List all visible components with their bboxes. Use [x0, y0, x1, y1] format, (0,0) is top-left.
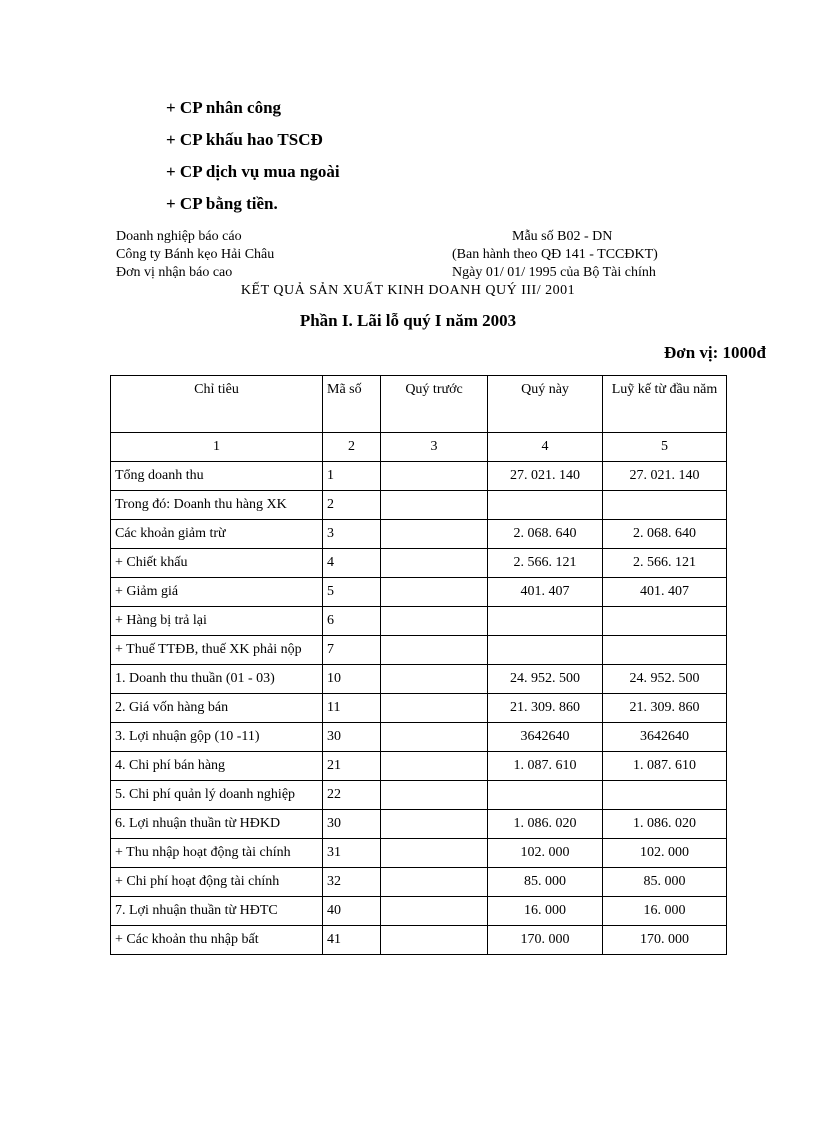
row-code-cell: 31 [323, 839, 381, 868]
unit-label: Đơn vị: 1000đ [664, 343, 766, 362]
row-label-cell: 5. Chi phí quản lý doanh nghiệp [111, 781, 323, 810]
row-label-cell: 4. Chi phí bán hàng [111, 752, 323, 781]
table-row [111, 810, 727, 839]
bullet-item: + CP nhân công [166, 98, 282, 117]
reporting-company-block [116, 228, 274, 282]
row-prev-quarter-cell [381, 549, 488, 578]
index-cell: 5 [603, 433, 727, 462]
row-code-cell: 32 [323, 868, 381, 897]
row-label-cell: + Hàng bị trả lại [111, 607, 323, 636]
row-prev-quarter-cell [381, 491, 488, 520]
row-label-cell: Tổng doanh thu [111, 462, 323, 491]
row-ytd-cell: 16. 000 [603, 897, 727, 926]
row-prev-quarter-cell [381, 868, 488, 897]
col-header-code: Mã số [323, 376, 381, 433]
row-code-cell: 30 [323, 810, 381, 839]
table-row [111, 462, 727, 491]
row-this-quarter-cell: 3642640 [488, 723, 603, 752]
row-label-cell: + Thuế TTĐB, thuế XK phải nộp [111, 636, 323, 665]
table-index-row [111, 433, 727, 462]
table-row [111, 839, 727, 868]
row-this-quarter-cell: 21. 309. 860 [488, 694, 603, 723]
row-prev-quarter-cell [381, 694, 488, 723]
row-this-quarter-cell: 24. 952. 500 [488, 665, 603, 694]
row-prev-quarter-cell [381, 636, 488, 665]
row-label-cell: 1. Doanh thu thuần (01 - 03) [111, 665, 323, 694]
table-row [111, 549, 727, 578]
row-prev-quarter-cell [381, 578, 488, 607]
col-header-indicator: Chỉ tiêu [111, 376, 323, 433]
row-this-quarter-cell [488, 491, 603, 520]
row-ytd-cell: 21. 309. 860 [603, 694, 727, 723]
header-left-line: Đơn vị nhận báo cao [116, 265, 233, 280]
table-header-row [111, 376, 727, 433]
table-row [111, 491, 727, 520]
table-row [111, 578, 727, 607]
row-prev-quarter-cell [381, 462, 488, 491]
row-ytd-cell: 27. 021. 140 [603, 462, 727, 491]
header-left-line: Công ty Bánh kẹo Hải Châu [116, 247, 275, 262]
table-row [111, 926, 727, 955]
col-header-prev-quarter: Quý trước [381, 376, 488, 433]
row-prev-quarter-cell [381, 897, 488, 926]
table-row [111, 781, 727, 810]
index-cell: 3 [381, 433, 488, 462]
header-right-line: (Ban hành theo QĐ 141 - TCCĐKT) [452, 247, 658, 262]
table-row [111, 868, 727, 897]
row-this-quarter-cell: 102. 000 [488, 839, 603, 868]
row-this-quarter-cell: 170. 000 [488, 926, 603, 955]
row-prev-quarter-cell [381, 810, 488, 839]
index-cell: 4 [488, 433, 603, 462]
table-row [111, 520, 727, 549]
row-ytd-cell: 1. 086. 020 [603, 810, 727, 839]
row-this-quarter-cell: 1. 087. 610 [488, 752, 603, 781]
row-code-cell: 30 [323, 723, 381, 752]
table-row [111, 607, 727, 636]
row-code-cell: 41 [323, 926, 381, 955]
row-code-cell: 7 [323, 636, 381, 665]
row-ytd-cell: 3642640 [603, 723, 727, 752]
row-code-cell: 5 [323, 578, 381, 607]
row-label-cell: 6. Lợi nhuận thuần từ HĐKD [111, 810, 323, 839]
row-prev-quarter-cell [381, 839, 488, 868]
table-row [111, 636, 727, 665]
row-code-cell: 10 [323, 665, 381, 694]
row-this-quarter-cell [488, 781, 603, 810]
table-row [111, 694, 727, 723]
row-ytd-cell: 24. 952. 500 [603, 665, 727, 694]
row-this-quarter-cell: 85. 000 [488, 868, 603, 897]
row-label-cell: + Chiết khấu [111, 549, 323, 578]
row-this-quarter-cell: 1. 086. 020 [488, 810, 603, 839]
row-code-cell: 1 [323, 462, 381, 491]
header-left-line: Doanh nghiệp báo cáo [116, 229, 242, 244]
row-code-cell: 3 [323, 520, 381, 549]
bullet-item: + CP dịch vụ mua ngoài [166, 162, 340, 181]
row-this-quarter-cell: 401. 407 [488, 578, 603, 607]
row-prev-quarter-cell [381, 607, 488, 636]
row-this-quarter-cell [488, 607, 603, 636]
row-label-cell: + Giảm giá [111, 578, 323, 607]
row-label-cell: Trong đó: Doanh thu hàng XK [111, 491, 323, 520]
profit-loss-table [110, 375, 727, 955]
row-label-cell: 3. Lợi nhuận gộp (10 -11) [111, 723, 323, 752]
row-prev-quarter-cell [381, 723, 488, 752]
row-prev-quarter-cell [381, 752, 488, 781]
row-prev-quarter-cell [381, 665, 488, 694]
bullet-item: + CP bằng tiền. [166, 194, 278, 213]
row-code-cell: 2 [323, 491, 381, 520]
row-ytd-cell: 401. 407 [603, 578, 727, 607]
row-ytd-cell: 170. 000 [603, 926, 727, 955]
col-header-this-quarter: Quý này [488, 376, 603, 433]
row-code-cell: 11 [323, 694, 381, 723]
row-ytd-cell: 2. 566. 121 [603, 549, 727, 578]
row-ytd-cell [603, 607, 727, 636]
row-code-cell: 21 [323, 752, 381, 781]
index-cell: 1 [111, 433, 323, 462]
row-this-quarter-cell [488, 636, 603, 665]
row-code-cell: 22 [323, 781, 381, 810]
row-label-cell: 2. Giá vốn hàng bán [111, 694, 323, 723]
row-label-cell: + Các khoản thu nhập bất [111, 926, 323, 955]
table-row [111, 752, 727, 781]
row-label-cell: + Chi phí hoạt động tài chính [111, 868, 323, 897]
row-ytd-cell [603, 636, 727, 665]
report-title: KẾT QUẢ SẢN XUẤT KINH DOANH QUÝ III/ 2001 [240, 283, 576, 298]
index-cell: 2 [323, 433, 381, 462]
row-this-quarter-cell: 16. 000 [488, 897, 603, 926]
row-code-cell: 40 [323, 897, 381, 926]
table-row [111, 723, 727, 752]
table-row [111, 897, 727, 926]
row-ytd-cell: 102. 000 [603, 839, 727, 868]
row-ytd-cell: 2. 068. 640 [603, 520, 727, 549]
row-prev-quarter-cell [381, 520, 488, 549]
row-ytd-cell: 1. 087. 610 [603, 752, 727, 781]
row-code-cell: 6 [323, 607, 381, 636]
row-ytd-cell [603, 781, 727, 810]
row-label-cell: 7. Lợi nhuận thuần từ HĐTC [111, 897, 323, 926]
form-reference-block [452, 228, 658, 282]
header-right-line: Mẫu số B02 - DN [512, 229, 613, 244]
row-this-quarter-cell: 2. 566. 121 [488, 549, 603, 578]
part-title: Phần I. Lãi lỗ quý I năm 2003 [299, 311, 517, 330]
row-ytd-cell: 85. 000 [603, 868, 727, 897]
bullet-item: + CP khấu hao TSCĐ [166, 130, 323, 149]
row-code-cell: 4 [323, 549, 381, 578]
row-prev-quarter-cell [381, 781, 488, 810]
row-prev-quarter-cell [381, 926, 488, 955]
row-label-cell: Các khoản giảm trừ [111, 520, 323, 549]
row-this-quarter-cell: 2. 068. 640 [488, 520, 603, 549]
col-header-ytd: Luỹ kế từ đầu năm [603, 376, 727, 433]
cost-bullet-list [166, 94, 340, 222]
header-right-line: Ngày 01/ 01/ 1995 của Bộ Tài chính [452, 265, 656, 280]
row-ytd-cell [603, 491, 727, 520]
row-this-quarter-cell: 27. 021. 140 [488, 462, 603, 491]
row-label-cell: + Thu nhập hoạt động tài chính [111, 839, 323, 868]
table-row [111, 665, 727, 694]
